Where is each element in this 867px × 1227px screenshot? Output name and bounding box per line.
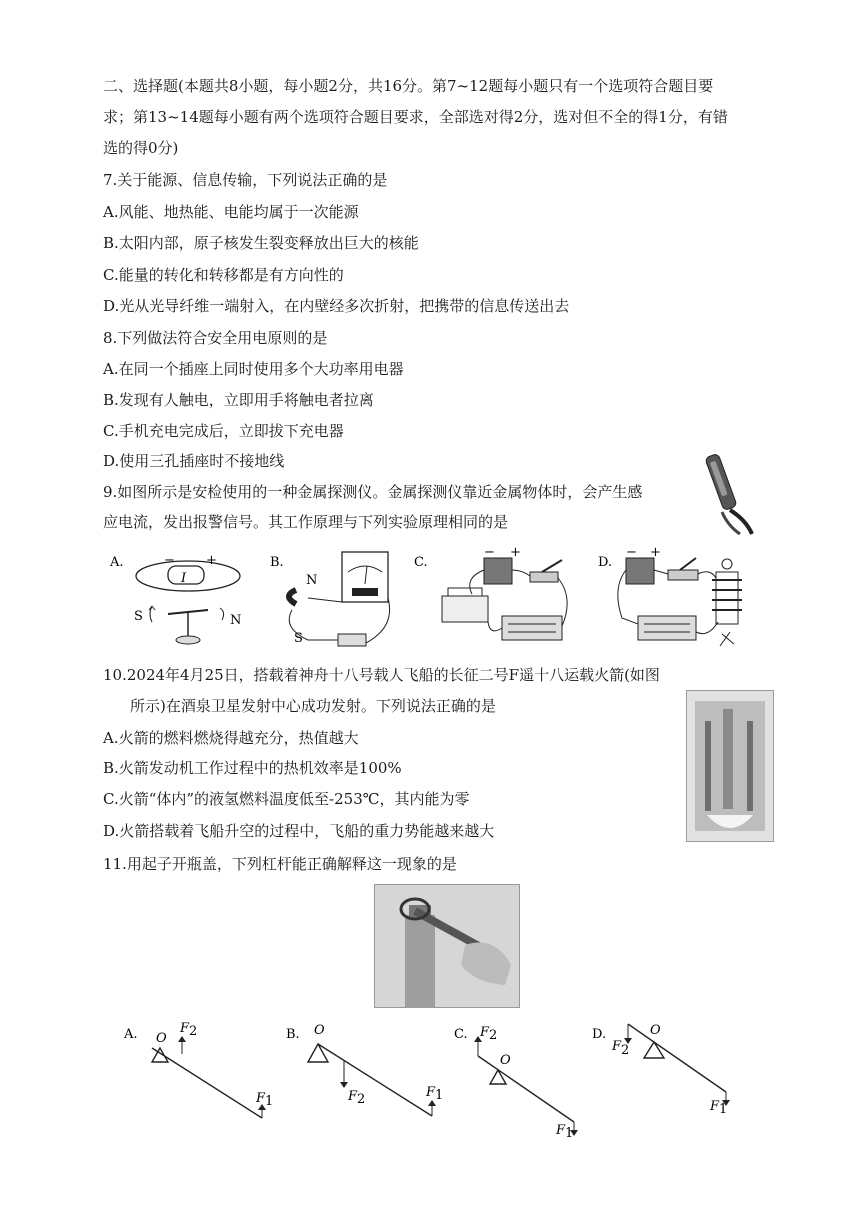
q11-fig-c-f1-sub: 1 xyxy=(565,1126,574,1141)
q11-figure-b xyxy=(282,1018,442,1128)
section-instructions-line-1: 二、选择题(本题共8小题，每小题2分，共16分。第7~12题每小题只有一个选项符合题目要 xyxy=(103,77,714,95)
q9-stem-line-2: 应电流，发出报警信号。其工作原理与下列实验原理相同的是 xyxy=(103,513,509,531)
q8-stem: 8.下列做法符合安全用电原则的是 xyxy=(103,329,328,347)
q10-option-a: A.火箭的燃料燃烧得越充分，热值越大 xyxy=(103,729,359,747)
q8-option-a: A.在同一个插座上同时使用多个大功率用电器 xyxy=(103,360,404,378)
q10-option-d: D.火箭搭载着飞船升空的过程中，飞船的重力势能越来越大 xyxy=(103,822,495,840)
q11-fig-a-f1: F xyxy=(256,1091,266,1106)
q11-fig-c-letter: C. xyxy=(454,1027,468,1042)
q9-fig-c-minus: − xyxy=(484,545,495,560)
q9-figure-c xyxy=(412,545,582,658)
q11-fig-a-f2-sub: 2 xyxy=(189,1024,198,1039)
q9-figure-d xyxy=(596,545,766,658)
q11-fig-b-pivot: O xyxy=(314,1023,325,1038)
q9-figure-b xyxy=(268,548,408,658)
q11-fig-b-f1-sub: 1 xyxy=(435,1088,444,1103)
q9-fig-a-s: S xyxy=(134,609,143,624)
q11-fig-a-f1-sub: 1 xyxy=(265,1094,274,1109)
section-instructions-line-2: 求；第13~14题每小题有两个选项符合题目要求，全部选对得2分，选对但不全的得1分，有错 xyxy=(103,108,728,126)
q9-fig-a-n: N xyxy=(230,613,242,628)
q9-fig-b-n: N xyxy=(306,573,318,588)
q11-fig-d-f1-sub: 1 xyxy=(719,1102,728,1117)
q10-option-c: C.火箭“体内”的液氢燃料温度低至-253℃，其内能为零 xyxy=(103,790,470,808)
q9-fig-a-plus: + xyxy=(206,553,217,568)
q8-option-c: C.手机充电完成后，立即拔下充电器 xyxy=(103,422,344,440)
q11-fig-c-f2: F xyxy=(480,1025,490,1040)
q9-fig-d-letter: D. xyxy=(598,555,613,570)
q11-fig-a-letter: A. xyxy=(124,1027,138,1042)
q9-stem-line-1: 9.如图所示是安检使用的一种金属探测仪。金属探测仪靠近金属物体时，会产生感 xyxy=(103,483,643,501)
q11-fig-a-pivot: O xyxy=(156,1031,167,1046)
q11-stem: 11.用起子开瓶盖，下列杠杆能正确解释这一现象的是 xyxy=(103,855,457,873)
q9-fig-a-minus: − xyxy=(164,553,175,568)
q10-stem-line-1: 10.2024年4月25日，搭载着神舟十八号载人飞船的长征二号F遥十八运载火箭(如图 xyxy=(103,666,660,684)
q9-fig-b-s: S xyxy=(294,631,303,646)
q9-fig-a-current: I xyxy=(181,571,187,586)
q8-option-b: B.发现有人触电，立即用手将触电者拉离 xyxy=(103,391,374,409)
q9-figure-a xyxy=(108,548,258,658)
q9-fig-d-minus: − xyxy=(626,545,637,560)
q11-figure-a xyxy=(120,1018,280,1128)
q11-figure-c xyxy=(452,1018,602,1143)
q11-fig-c-f2-sub: 2 xyxy=(489,1028,498,1043)
q11-fig-d-f2-sub: 2 xyxy=(621,1043,630,1058)
q7-option-a: A.风能、地热能、电能均属于一次能源 xyxy=(103,203,359,221)
q11-fig-b-f1: F xyxy=(426,1085,436,1100)
q11-fig-d-f2: F xyxy=(612,1039,622,1054)
bottle-opener-photo xyxy=(374,884,520,1008)
q9-fig-c-letter: C. xyxy=(414,555,428,570)
q11-fig-b-f2-sub: 2 xyxy=(357,1092,366,1107)
q11-fig-b-letter: B. xyxy=(286,1027,300,1042)
q9-fig-a-letter: A. xyxy=(110,555,124,570)
q9-fig-c-plus: + xyxy=(510,545,521,560)
q11-fig-d-pivot: O xyxy=(650,1023,661,1038)
q7-option-b: B.太阳内部，原子核发生裂变释放出巨大的核能 xyxy=(103,234,419,252)
q7-option-c: C.能量的转化和转移都是有方向性的 xyxy=(103,266,344,284)
q10-stem-line-2: 所示)在酒泉卫星发射中心成功发射。下列说法正确的是 xyxy=(130,697,496,715)
q9-fig-d-plus: + xyxy=(650,545,661,560)
q9-fig-b-letter: B. xyxy=(270,555,284,570)
q11-fig-d-letter: D. xyxy=(592,1027,607,1042)
q7-stem: 7.关于能源、信息传输，下列说法正确的是 xyxy=(103,171,388,189)
rocket-launch-photo xyxy=(686,690,774,842)
q11-fig-c-f1: F xyxy=(556,1123,566,1138)
section-instructions-line-3: 选的得0分) xyxy=(103,139,179,157)
q10-option-b: B.火箭发动机工作过程中的热机效率是100% xyxy=(103,759,402,777)
q11-fig-c-pivot: O xyxy=(500,1053,511,1068)
q8-option-d: D.使用三孔插座时不接地线 xyxy=(103,452,285,470)
q11-figure-d xyxy=(588,1018,748,1128)
metal-detector-image xyxy=(700,448,760,538)
q11-fig-d-f1: F xyxy=(710,1099,720,1114)
q7-option-d: D.光从光导纤维一端射入，在内壁经多次折射，把携带的信息传送出去 xyxy=(103,297,570,315)
q11-fig-b-f2: F xyxy=(348,1089,358,1104)
q11-fig-a-f2: F xyxy=(180,1021,190,1036)
